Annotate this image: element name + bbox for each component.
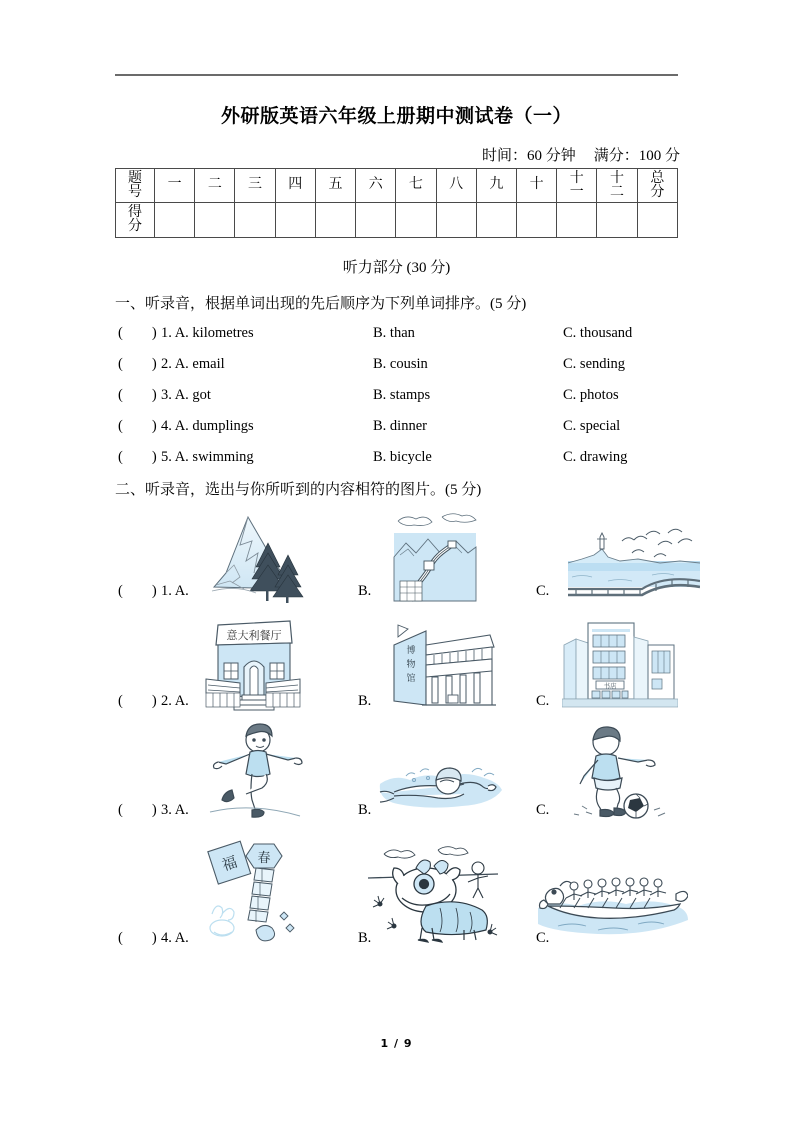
- option-c[interactable]: C. drawing: [563, 449, 628, 465]
- option-a-label[interactable]: 2. A.: [161, 693, 189, 709]
- italian-restaurant-image: [196, 617, 306, 711]
- section-heading-1: 一、听录音，根据单词出现的先后顺序为下列单词排序。(5 分): [115, 296, 527, 312]
- col-header-10: 十: [516, 169, 556, 203]
- spring-festival-decorations-image: [196, 838, 306, 946]
- answer-blank[interactable]: ( ): [118, 325, 157, 341]
- answer-blank[interactable]: ( ): [118, 356, 157, 372]
- museum-image: [386, 621, 502, 709]
- col-header-8: 八: [436, 169, 476, 203]
- option-b[interactable]: B. cousin: [373, 356, 428, 372]
- score-cell-1[interactable]: [155, 203, 195, 238]
- picture-question-row: [118, 615, 693, 713]
- question-row: [118, 449, 688, 471]
- row-label-score: 得 分: [116, 203, 155, 238]
- question-row: [118, 418, 688, 440]
- score-cell-2[interactable]: [195, 203, 235, 238]
- header-divider: [115, 74, 678, 76]
- answer-blank[interactable]: ( ): [118, 583, 157, 599]
- option-a-label[interactable]: 4. A.: [161, 930, 189, 946]
- score-cell-3[interactable]: [235, 203, 275, 238]
- score-cell-8[interactable]: [436, 203, 476, 238]
- option-b-label[interactable]: B.: [358, 930, 372, 946]
- dragon-boat-race-image: [538, 864, 688, 938]
- listening-part-heading: 听力部分 (30 分): [342, 260, 451, 276]
- boy-ice-skating-image: [196, 722, 306, 820]
- col-header-total: 总 分: [637, 169, 677, 203]
- option-c[interactable]: C. thousand: [563, 325, 633, 341]
- col-header-11: 十 一: [557, 169, 597, 203]
- col-header-7: 七: [396, 169, 436, 203]
- question-row: [118, 325, 688, 347]
- option-c[interactable]: C. sending: [563, 356, 626, 372]
- option-a[interactable]: 5. A. swimming: [161, 449, 254, 465]
- score-cell-7[interactable]: [396, 203, 436, 238]
- col-header-9: 九: [476, 169, 516, 203]
- option-a[interactable]: 4. A. dumplings: [161, 418, 254, 434]
- snow-mountain-pine-trees-image: [196, 511, 308, 603]
- picture-question-row: [118, 511, 693, 603]
- option-b-label[interactable]: B.: [358, 693, 372, 709]
- score-cell-10[interactable]: [516, 203, 556, 238]
- col-header-5: 五: [315, 169, 355, 203]
- answer-blank[interactable]: ( ): [118, 930, 157, 946]
- score-cell-6[interactable]: [356, 203, 396, 238]
- table-row-scores: [116, 203, 678, 238]
- col-header-2: 二: [195, 169, 235, 203]
- page-footer: 1 / 9: [380, 1037, 413, 1050]
- picture-question-row: [118, 838, 693, 950]
- answer-blank[interactable]: ( ): [118, 802, 157, 818]
- page-title: 外研版英语六年级上册期中测试卷（一）: [220, 105, 572, 127]
- question-row: [118, 387, 688, 409]
- score-table: [115, 168, 678, 238]
- picture-question-row: [118, 722, 693, 822]
- option-c-label[interactable]: C.: [536, 930, 550, 946]
- answer-blank[interactable]: ( ): [118, 418, 157, 434]
- bookshop-street-image: [562, 617, 678, 711]
- option-b-label[interactable]: B.: [358, 583, 372, 599]
- option-b[interactable]: B. dinner: [373, 418, 427, 434]
- option-a-label[interactable]: 1. A.: [161, 583, 189, 599]
- option-b[interactable]: B. than: [373, 325, 415, 341]
- score-cell-4[interactable]: [275, 203, 315, 238]
- col-header-1: 一: [155, 169, 195, 203]
- exam-meta: [482, 144, 680, 165]
- option-a[interactable]: 2. A. email: [161, 356, 225, 372]
- option-b-label[interactable]: B.: [358, 802, 372, 818]
- question-row: [118, 356, 688, 378]
- option-a-label[interactable]: 3. A.: [161, 802, 189, 818]
- score-cell-5[interactable]: [315, 203, 355, 238]
- answer-blank[interactable]: ( ): [118, 693, 157, 709]
- option-c[interactable]: C. special: [563, 418, 621, 434]
- lake-bridge-birds-image: [568, 515, 700, 601]
- option-a[interactable]: 3. A. got: [161, 387, 211, 403]
- option-c-label[interactable]: C.: [536, 802, 550, 818]
- great-wall-image: [390, 511, 480, 603]
- option-c-label[interactable]: C.: [536, 693, 550, 709]
- restaurant-sign-text: 意大利餐厅: [226, 629, 282, 642]
- score-cell-12[interactable]: [597, 203, 637, 238]
- answer-blank[interactable]: ( ): [118, 449, 157, 465]
- col-header-12: 十 二: [597, 169, 637, 203]
- answer-blank[interactable]: ( ): [118, 387, 157, 403]
- lion-dance-image: [366, 844, 506, 944]
- fu-character: 福: [219, 852, 240, 875]
- col-header-6: 六: [356, 169, 396, 203]
- col-header-3: 三: [235, 169, 275, 203]
- boy-playing-football-image: [562, 722, 678, 820]
- table-row-question-numbers: [116, 169, 678, 203]
- option-b[interactable]: B. bicycle: [373, 449, 432, 465]
- bookshop-sign-text: 书店: [603, 682, 617, 690]
- score-cell-11[interactable]: [557, 203, 597, 238]
- boy-swimming-image: [376, 756, 506, 812]
- col-header-4: 四: [275, 169, 315, 203]
- score-cell-9[interactable]: [476, 203, 516, 238]
- museum-sign-char-2: 物: [406, 660, 416, 670]
- section-heading-2: 二、听录音，选出与你所听到的内容相符的图片。(5 分): [115, 482, 482, 498]
- museum-sign-char-1: 博: [406, 646, 416, 656]
- option-c[interactable]: C. photos: [563, 387, 619, 403]
- time-label: 时间：60 分钟: [481, 148, 576, 164]
- option-a[interactable]: 1. A. kilometres: [161, 325, 254, 341]
- museum-sign-char-3: 馆: [406, 674, 416, 684]
- total-score-label: 满分：100 分: [593, 148, 680, 164]
- option-c-label[interactable]: C.: [536, 583, 550, 599]
- chun-character: 春: [257, 851, 271, 866]
- row-label-question-no: 题 号: [116, 169, 155, 203]
- option-b[interactable]: B. stamps: [373, 387, 431, 403]
- score-cell-total[interactable]: [637, 203, 677, 238]
